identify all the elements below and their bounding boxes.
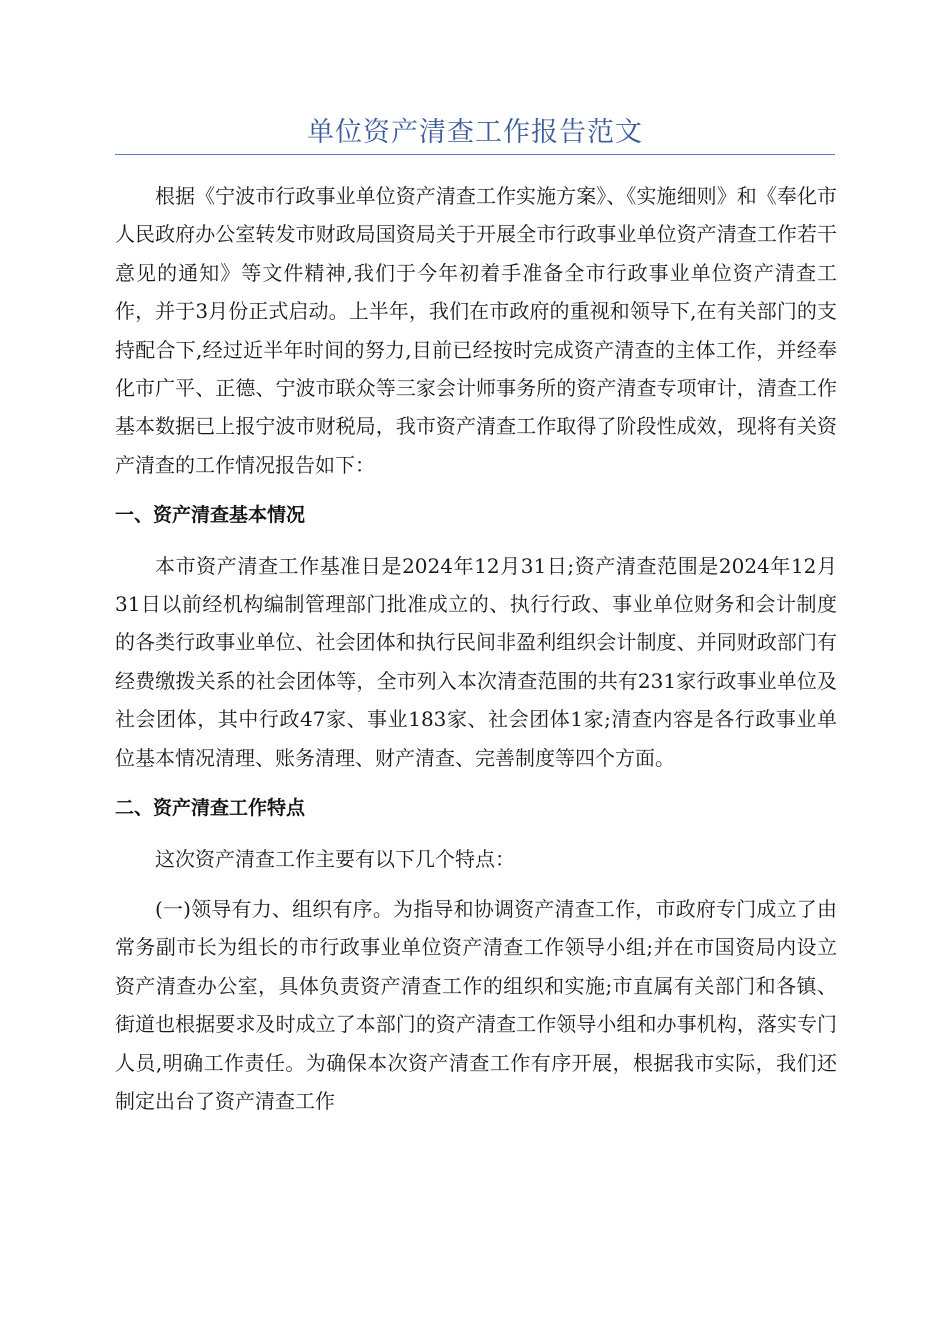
section2-point1-paragraph: (一)领导有力、组织有序。为指导和协调资产清查工作，市政府专门成立了由常务副市长为组长的市行政事业单位资产清查工作领导小组;并在市国资局内设立资产清查办公室，具体负责资产清查工作的组织和实施;市直属有关部门和各镇、街道也根据要求及时成立了本部门的资产清查工作领导小组和办事机构，落实专门人员,明确工作责任。为确保本次资产清查工作有序开展，根据我市实际，我们还制定出台了资产清查工作 [115,896,837,1113]
section1-paragraph: 本市资产清查工作基准日是2024年12月31日;资产清查范围是2024年12月31日以前经机构编制管理部门批准成立的、执行行政、事业单位财务和会计制度的各类行政事业单位、社会团体和执行民间非盈利组织会计制度、并同财政部门有经费缴拨关系的社会团体等，全市列入本次清查范围的共有231家行政事业单位及社会团体，其中行政47家、事业183家、社会团体1家;清查内容是各行政事业单位基本情况清理、账务清理、财产清查、完善制度等四个方面。 [115,553,837,770]
paragraph-gap [115,484,837,496]
section-heading-1: 一、资产清查基本情况 [115,504,306,527]
paragraph-gap [115,828,837,840]
document-body [115,177,837,1120]
section-heading-2: 二、资产清查工作特点 [115,797,306,820]
document-title: 单位资产清查工作报告范文 [307,117,643,148]
paragraph-gap [115,535,837,547]
title-underline [115,154,835,155]
paragraph-gap [115,878,837,890]
paragraph-gap [115,777,837,789]
intro-paragraph: 根据《宁波市行政事业单位资产清查工作实施方案》、《实施细则》和《奉化市人民政府办公室转发市财政局国资局关于开展全市行政事业单位资产清查工作若干意见的通知》等文件精神,我们于今年初着手准备全市行政事业单位资产清查工作，并于3月份正式启动。上半年，我们在市政府的重视和领导下,在有关部门的支持配合下,经过近半年时间的努力,目前已经按时完成资产清查的主体工作，并经奉化市广平、正德、宁波市联众等三家会计师事务所的资产清查专项审计，清查工作基本数据已上报宁波市财税局，我市资产清查工作取得了阶段性成效，现将有关资产清查的工作情况报告如下： [115,184,837,477]
section2-intro-paragraph: 这次资产清查工作主要有以下几个特点： [155,846,515,871]
